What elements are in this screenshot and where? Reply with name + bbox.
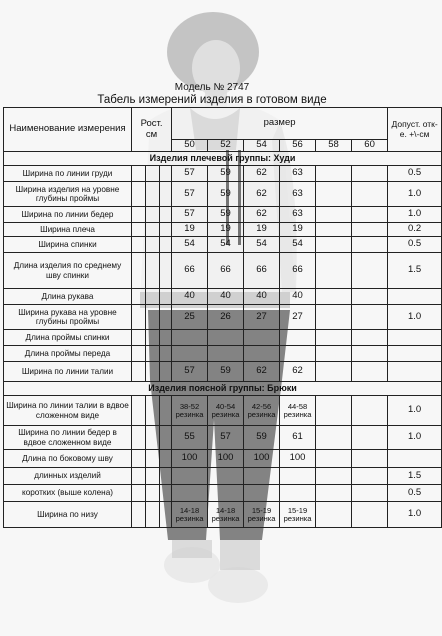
table-row (4, 330, 442, 346)
measurement-name: Длина рукава (4, 289, 132, 305)
tolerance-cell (388, 362, 442, 382)
value-cell-size-50: 19 (172, 223, 208, 237)
value-range: 42-56 (251, 401, 272, 411)
rost-cell (132, 468, 146, 485)
measurement-name: Длина проймы спинки (4, 330, 132, 346)
rost-cell (132, 330, 146, 346)
measurement-table (3, 107, 442, 528)
table-row (4, 289, 442, 305)
tolerance-cell: 1.0 (388, 396, 442, 426)
measurement-name: коротких (выше колена) (4, 485, 132, 502)
rost-cell (132, 426, 146, 450)
value-cell-size-60 (352, 253, 388, 289)
value-range: 15-19 (251, 505, 272, 515)
rost-cell (146, 426, 160, 450)
rost-cell (160, 396, 172, 426)
value-cell-size-52: 100 (208, 450, 244, 468)
value-cell-size-50: 25 (172, 305, 208, 330)
value-cell-size-58 (316, 237, 352, 253)
value-cell-size-50: 57 (172, 362, 208, 382)
rost-cell (146, 330, 160, 346)
rost-cell (132, 362, 146, 382)
rost-cell (146, 289, 160, 305)
value-cell-size-50 (172, 330, 208, 346)
rost-cell (132, 289, 146, 305)
table-row (4, 426, 442, 450)
size-54: 54 (244, 140, 280, 152)
value-cell-size-60 (352, 223, 388, 237)
rost-cell (146, 396, 160, 426)
rost-cell (146, 223, 160, 237)
measurement-name: Ширина спинки (4, 237, 132, 253)
rost-cell (132, 396, 146, 426)
value-cell-size-54: 40 (244, 289, 280, 305)
rost-cell (146, 450, 160, 468)
value-cell-size-60 (352, 396, 388, 426)
rost-cell (160, 237, 172, 253)
value-cell-size-56: 27 (280, 305, 316, 330)
rost-cell (160, 166, 172, 182)
measurement-name: Ширина рукава на уровне глубины проймы (4, 305, 132, 330)
table-row (4, 166, 442, 182)
rost-cell (160, 362, 172, 382)
value-cell-size-54: 62 (244, 207, 280, 223)
value-cell-size-54 (244, 468, 280, 485)
value-note: резинка (175, 513, 204, 523)
value-cell-size-52: 66 (208, 253, 244, 289)
measurement-name: Ширина по линии талии в вдвое сложенном виде (4, 396, 132, 426)
rost-cell (132, 207, 146, 223)
tolerance-cell: 0.5 (388, 237, 442, 253)
value-cell-size-58 (316, 468, 352, 485)
value-cell-size-52: 59 (208, 182, 244, 207)
value-cell-size-54 (244, 502, 280, 528)
value-cell-size-60 (352, 468, 388, 485)
value-cell-size-58 (316, 426, 352, 450)
size-52: 52 (208, 140, 244, 152)
value-cell-size-52: 19 (208, 223, 244, 237)
value-cell-size-50 (172, 346, 208, 362)
header-row (4, 108, 442, 140)
tolerance-cell (388, 346, 442, 362)
value-note: резинка (211, 513, 240, 523)
rost-cell (132, 182, 146, 207)
measurement-name: Длина по боковому шву (4, 450, 132, 468)
value-cell-size-54: 54 (244, 237, 280, 253)
value-cell-size-58 (316, 223, 352, 237)
value-cell-size-52: 59 (208, 166, 244, 182)
tolerance-cell: 1.0 (388, 502, 442, 528)
value-range: 15-19 (287, 505, 308, 515)
section-title-row (4, 382, 442, 396)
value-cell-size-50: 57 (172, 166, 208, 182)
value-cell-size-56 (280, 346, 316, 362)
table-row (4, 485, 442, 502)
value-cell-size-56: 63 (280, 166, 316, 182)
value-cell-size-58 (316, 289, 352, 305)
value-cell-size-54: 66 (244, 253, 280, 289)
value-cell-size-58 (316, 502, 352, 528)
value-note: резинка (247, 513, 276, 523)
rost-cell (160, 253, 172, 289)
model-label: Модель № 2747 (174, 82, 250, 93)
rost-cell (132, 346, 146, 362)
value-cell-size-60 (352, 289, 388, 305)
measurement-name: Ширина по линии бедер в вдвое сложенном виде (4, 426, 132, 450)
measurement-name: длинных изделий (4, 468, 132, 485)
value-cell-size-54 (244, 396, 280, 426)
value-cell-size-52: 59 (208, 207, 244, 223)
value-cell-size-58 (316, 450, 352, 468)
tolerance-cell (388, 330, 442, 346)
measurement-name: Ширина по линии груди (4, 166, 132, 182)
table-row (4, 346, 442, 362)
rost-cell (160, 330, 172, 346)
rost-cell (160, 207, 172, 223)
rost-cell (146, 253, 160, 289)
rost-cell (132, 166, 146, 182)
rost-cell (132, 485, 146, 502)
tolerance-cell: 1.0 (388, 426, 442, 450)
value-cell-size-58 (316, 305, 352, 330)
value-cell-size-58 (316, 166, 352, 182)
value-cell-size-50: 57 (172, 182, 208, 207)
rost-cell (132, 253, 146, 289)
value-cell-size-54: 62 (244, 166, 280, 182)
rost-cell (160, 485, 172, 502)
value-cell-size-56 (280, 396, 316, 426)
measurement-name: Ширина изделия на уровне глубины проймы (4, 182, 132, 207)
value-note: резинка (211, 409, 240, 419)
value-cell-size-50 (172, 396, 208, 426)
value-cell-size-54 (244, 330, 280, 346)
value-cell-size-60 (352, 182, 388, 207)
rost-cell (160, 289, 172, 305)
rost-cell (160, 450, 172, 468)
value-cell-size-60 (352, 426, 388, 450)
rost-cell (160, 182, 172, 207)
value-note: резинка (175, 409, 204, 419)
measurement-name: Длина изделия по среднему шву спинки (4, 253, 132, 289)
table-row (4, 223, 442, 237)
value-cell-size-56: 63 (280, 182, 316, 207)
value-note: резинка (247, 409, 276, 419)
tolerance-cell: 1.5 (388, 468, 442, 485)
value-cell-size-56 (280, 468, 316, 485)
rost-cell (146, 182, 160, 207)
size-58: 58 (316, 140, 352, 152)
measurement-name: Длина проймы переда (4, 346, 132, 362)
rost-cell (132, 237, 146, 253)
rost-cell (146, 468, 160, 485)
value-cell-size-60 (352, 346, 388, 362)
rost-cell (160, 468, 172, 485)
value-range: 40-54 (215, 401, 236, 411)
value-cell-size-50: 54 (172, 237, 208, 253)
rost-cell (132, 223, 146, 237)
size-56: 56 (280, 140, 316, 152)
value-cell-size-54: 100 (244, 450, 280, 468)
rost-cell (160, 502, 172, 528)
value-cell-size-54: 27 (244, 305, 280, 330)
tolerance-cell: 0.2 (388, 223, 442, 237)
value-range: 38-52 (179, 401, 200, 411)
value-cell-size-60 (352, 207, 388, 223)
value-cell-size-50 (172, 502, 208, 528)
size-50: 50 (172, 140, 208, 152)
value-cell-size-52: 54 (208, 237, 244, 253)
value-cell-size-56: 100 (280, 450, 316, 468)
tolerance-cell: 0.5 (388, 485, 442, 502)
value-cell-size-58 (316, 330, 352, 346)
value-cell-size-50: 55 (172, 426, 208, 450)
value-cell-size-56: 66 (280, 253, 316, 289)
value-cell-size-56: 61 (280, 426, 316, 450)
rost-cell (160, 305, 172, 330)
value-cell-size-60 (352, 485, 388, 502)
value-cell-size-52 (208, 468, 244, 485)
value-cell-size-60 (352, 305, 388, 330)
rost-cell (132, 305, 146, 330)
measurement-name: Ширина по линии бедер (4, 207, 132, 223)
value-cell-size-54: 62 (244, 362, 280, 382)
value-cell-size-52 (208, 346, 244, 362)
tolerance-cell: 1.0 (388, 305, 442, 330)
rost-cell (132, 502, 146, 528)
section-title: Изделия поясной группы: Брюки (4, 382, 442, 396)
value-cell-size-50: 66 (172, 253, 208, 289)
table-row (4, 253, 442, 289)
value-cell-size-56: 19 (280, 223, 316, 237)
value-cell-size-58 (316, 346, 352, 362)
value-cell-size-60 (352, 450, 388, 468)
section-title-row (4, 152, 442, 166)
value-cell-size-52 (208, 330, 244, 346)
value-cell-size-60 (352, 166, 388, 182)
table-title: Табель измерений изделия в готовом виде (97, 94, 327, 106)
rost-cell (146, 485, 160, 502)
value-note: резинка (283, 409, 312, 419)
value-cell-size-52: 40 (208, 289, 244, 305)
rost-cell (146, 305, 160, 330)
value-range: 14-18 (215, 505, 236, 515)
rost-cell (146, 502, 160, 528)
rost-cell (146, 207, 160, 223)
value-cell-size-54 (244, 485, 280, 502)
table-row (4, 182, 442, 207)
value-cell-size-56: 54 (280, 237, 316, 253)
table-row (4, 468, 442, 485)
value-cell-size-56 (280, 502, 316, 528)
rost-cell (160, 346, 172, 362)
value-cell-size-52 (208, 485, 244, 502)
value-cell-size-56 (280, 485, 316, 502)
tolerance-cell: 0.5 (388, 166, 442, 182)
value-cell-size-58 (316, 396, 352, 426)
value-cell-size-56: 63 (280, 207, 316, 223)
value-cell-size-60 (352, 330, 388, 346)
value-cell-size-54 (244, 346, 280, 362)
table-row (4, 362, 442, 382)
measurement-name: Ширина по низу (4, 502, 132, 528)
tolerance-cell: 1.5 (388, 253, 442, 289)
header-name: Наименование измерения (4, 108, 132, 152)
rost-cell (146, 346, 160, 362)
value-cell-size-58 (316, 253, 352, 289)
rost-cell (146, 237, 160, 253)
value-note: резинка (283, 513, 312, 523)
tolerance-cell: 1.0 (388, 207, 442, 223)
value-cell-size-52 (208, 396, 244, 426)
value-range: 14-18 (179, 505, 200, 515)
rost-cell (160, 223, 172, 237)
rost-cell (160, 426, 172, 450)
value-cell-size-56: 40 (280, 289, 316, 305)
measurement-name: Ширина плеча (4, 223, 132, 237)
tolerance-cell: 1.0 (388, 182, 442, 207)
table-row (4, 396, 442, 426)
rost-cell (146, 362, 160, 382)
header-tolerance: Допуст. отк-е. +\-см (388, 108, 442, 152)
value-cell-size-60 (352, 237, 388, 253)
table-row (4, 207, 442, 223)
value-cell-size-52: 59 (208, 362, 244, 382)
value-cell-size-52: 26 (208, 305, 244, 330)
value-cell-size-52 (208, 502, 244, 528)
value-cell-size-58 (316, 182, 352, 207)
value-cell-size-50 (172, 485, 208, 502)
measurement-name: Ширина по линии талии (4, 362, 132, 382)
table-row (4, 305, 442, 330)
tolerance-cell (388, 289, 442, 305)
value-cell-size-56 (280, 330, 316, 346)
value-cell-size-50: 57 (172, 207, 208, 223)
header-size: размер (172, 108, 388, 140)
value-cell-size-50 (172, 468, 208, 485)
table-row (4, 502, 442, 528)
value-cell-size-52: 57 (208, 426, 244, 450)
value-cell-size-50: 100 (172, 450, 208, 468)
section-title: Изделия плечевой группы: Худи (4, 152, 442, 166)
size-60: 60 (352, 140, 388, 152)
table-row (4, 450, 442, 468)
value-cell-size-58 (316, 485, 352, 502)
value-cell-size-56: 62 (280, 362, 316, 382)
value-range: 44-58 (287, 401, 308, 411)
header-rost: Рост. см (132, 108, 172, 152)
value-cell-size-54: 62 (244, 182, 280, 207)
value-cell-size-58 (316, 207, 352, 223)
value-cell-size-60 (352, 362, 388, 382)
value-cell-size-50: 40 (172, 289, 208, 305)
value-cell-size-54: 19 (244, 223, 280, 237)
value-cell-size-54: 59 (244, 426, 280, 450)
table-row (4, 237, 442, 253)
rost-cell (132, 450, 146, 468)
value-cell-size-60 (352, 502, 388, 528)
value-cell-size-58 (316, 362, 352, 382)
tolerance-cell (388, 450, 442, 468)
rost-cell (146, 166, 160, 182)
